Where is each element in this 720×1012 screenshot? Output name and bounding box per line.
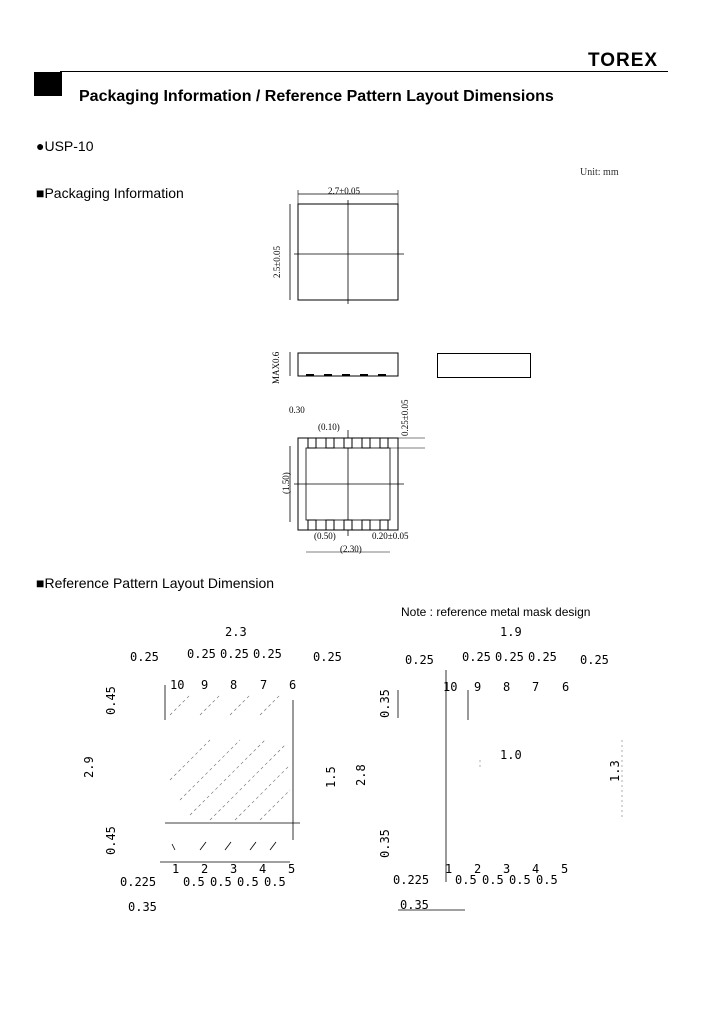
dim-pitch: (0.50) [314, 531, 336, 541]
left-bottom-2: 0.5 [210, 875, 232, 889]
left-top-4: 0.25 [313, 650, 342, 664]
right-pin-4: 4 [532, 862, 540, 876]
left-pin-5: 5 [288, 862, 296, 876]
dim-width: 2.7±0.05 [328, 186, 360, 196]
right-side: 1.3 [608, 760, 622, 782]
right-edge: 0.35 [400, 898, 429, 912]
left-bottom-4: 0.5 [264, 875, 286, 889]
bullet-icon: ● [36, 138, 45, 154]
right-bottom-1: 0.5 [455, 873, 477, 887]
right-pin-10: 10 [443, 680, 458, 694]
right-top-0: 0.25 [405, 653, 434, 667]
right-pin-5: 5 [561, 862, 569, 876]
right-pad-len2: 0.35 [378, 829, 392, 858]
right-pin-8: 8 [503, 680, 511, 694]
package-name: ●USP-10 [36, 138, 94, 154]
right-pin-2: 2 [474, 862, 482, 876]
title-marker [34, 72, 62, 96]
left-pad-len: 0.45 [104, 686, 118, 715]
left-pin-10: 10 [170, 678, 185, 692]
right-bottom-2: 0.5 [482, 873, 504, 887]
right-pin-7: 7 [532, 680, 540, 694]
left-pin-2: 2 [201, 862, 209, 876]
mask-note: Note : reference metal mask design [401, 605, 591, 619]
left-bottom-1: 0.5 [183, 875, 205, 889]
right-bottom-3: 0.5 [509, 873, 531, 887]
left-pin-4: 4 [259, 862, 267, 876]
square-bullet-icon: ■ [36, 575, 45, 591]
left-pad-len2: 0.45 [104, 826, 118, 855]
dim-center: (1.50) [281, 472, 291, 494]
left-pin-8: 8 [230, 678, 238, 692]
packaging-heading: ■Packaging Information [36, 185, 184, 201]
left-top-2: 0.25 [220, 647, 249, 661]
right-pad-len: 0.35 [378, 689, 392, 718]
right-pin-9: 9 [474, 680, 482, 694]
left-pin-7: 7 [260, 678, 268, 692]
left-inner-height: 1.5 [324, 766, 338, 788]
left-pattern-drawing [150, 680, 310, 880]
left-pin-6: 6 [289, 678, 297, 692]
dim-pad-offset: 0.30 [289, 405, 305, 415]
right-top-2: 0.25 [495, 650, 524, 664]
torex-logo: TOREX [588, 50, 659, 71]
right-bottom-0: 0.225 [393, 873, 430, 887]
right-top-total: 1.9 [500, 625, 522, 639]
reference-heading: ■Reference Pattern Layout Dimension [36, 575, 275, 591]
left-bottom-0: 0.225 [120, 875, 157, 889]
square-bullet-icon: ■ [36, 185, 45, 201]
page-title: Packaging Information / Reference Pattern Layout Dimensions [79, 88, 554, 105]
package-drawing [260, 180, 460, 560]
left-bottom-3: 0.5 [237, 875, 259, 889]
unit-label: Unit: mm [580, 167, 619, 178]
dim-span: (2.30) [340, 544, 362, 554]
right-pin-6: 6 [562, 680, 570, 694]
end-view [437, 353, 531, 378]
right-pin-3: 3 [503, 862, 511, 876]
right-top-3: 0.25 [528, 650, 557, 664]
left-pin-1: 1 [172, 862, 180, 876]
right-total-height: 2.8 [354, 764, 368, 786]
left-top-total: 2.3 [225, 625, 247, 639]
right-top-4: 0.25 [580, 653, 609, 667]
dim-height: 2.5±0.05 [272, 246, 282, 278]
left-top-3: 0.25 [253, 647, 282, 661]
dim-max-height: MAX0.6 [271, 351, 281, 384]
left-total-height: 2.9 [82, 756, 96, 778]
dim-pad-width: 0.20±0.05 [372, 531, 409, 541]
dim-pad-gap: (0.10) [318, 422, 340, 432]
dim-pad-height: 0.25±0.05 [400, 399, 410, 436]
right-top-1: 0.25 [462, 650, 491, 664]
left-pin-3: 3 [230, 862, 238, 876]
left-edge: 0.35 [128, 900, 157, 914]
header-rule [60, 71, 668, 72]
right-pin-1: 1 [445, 862, 453, 876]
left-pin-9: 9 [201, 678, 209, 692]
right-center: 1.0 [500, 748, 522, 762]
left-top-1: 0.25 [187, 647, 216, 661]
left-top-0: 0.25 [130, 650, 159, 664]
right-bottom-4: 0.5 [536, 873, 558, 887]
